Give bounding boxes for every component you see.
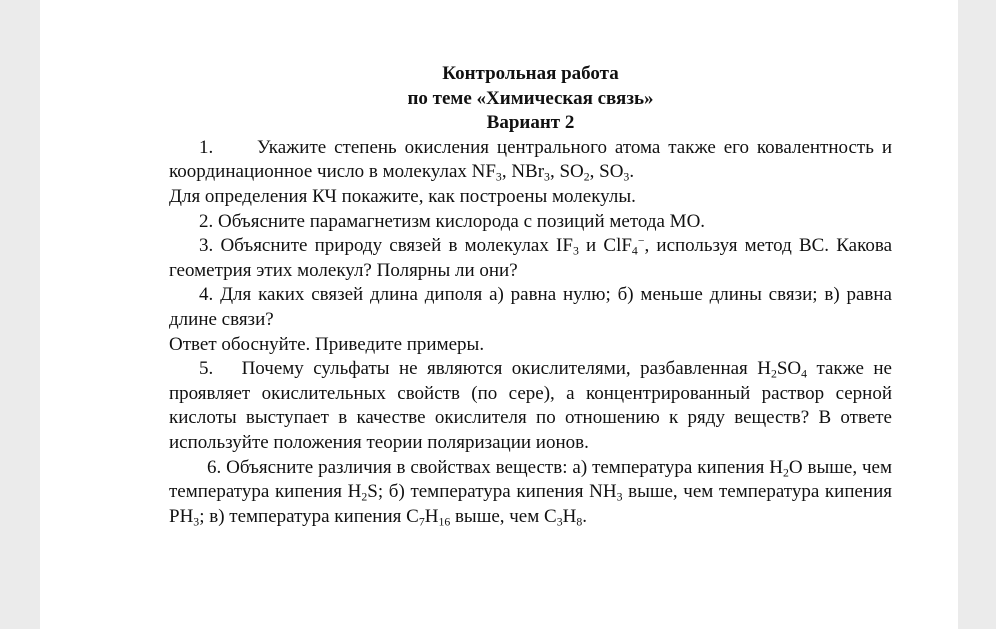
task-1-number: 1. (199, 136, 214, 158)
task-4-continuation: Ответ обоснуйте. Приведите примеры. (169, 333, 485, 355)
task-2: 2. Объясните парамагнетизм кислорода с позиций метода МО. (199, 210, 706, 232)
task-4: 4. Для каких связей длина диполя а) равна нулю; б) меньше длины связи; в) равна длине связи? (169, 284, 892, 330)
task-6: 6. Объясните различия в свойствах веществ: а) температура кипения $H_2O$ выше, чем температура кипения $H_2S$; б) температура кипения $NH_3$ выше, чем температура кипения $PH_3$; в) температура кипения $C_7H_{16}$ выше, чем $C_3H_8$. (169, 456, 893, 528)
task-6-number: 6. (207, 456, 222, 478)
document-content (169, 62, 892, 529)
task-1: 1. Укажите степень окисления центрального атома также его ковалентность и координационное число в молекулах $NF_3$, NBr$_3$, $SO_2$, $SO_3$. (169, 136, 892, 184)
title-line-1: Контрольная работа (442, 63, 619, 84)
document-page (40, 0, 958, 629)
task-5-number: 5. (199, 358, 214, 380)
variant-heading: Вариант 2 (486, 112, 575, 134)
task-1-continuation: Для определения КЧ покажите, как построены молекулы. (169, 185, 636, 207)
task-2-number: 2. (199, 210, 214, 232)
task-3-number: 3. (199, 235, 214, 257)
task-5: 5. Почему сульфаты не являются окислителями, разбавленная $H_2SO_4$ также не проявляет окислительных свойств (по сере), а концентрированный раствор серной кислоты выступает в качестве окислителя по отношению к ряду веществ? В ответе используйте положения теории поляризации ионов. (169, 358, 892, 453)
task-3: 3. Объясните природу связей в молекулах $IF_3$ и ClF$_4$−, используя метод ВС. Какова геометрия этих молекул? Полярны ли они? (169, 234, 893, 281)
title-line-2: по теме «Химическая связь» (407, 87, 654, 109)
task-4-number: 4. (199, 284, 214, 306)
